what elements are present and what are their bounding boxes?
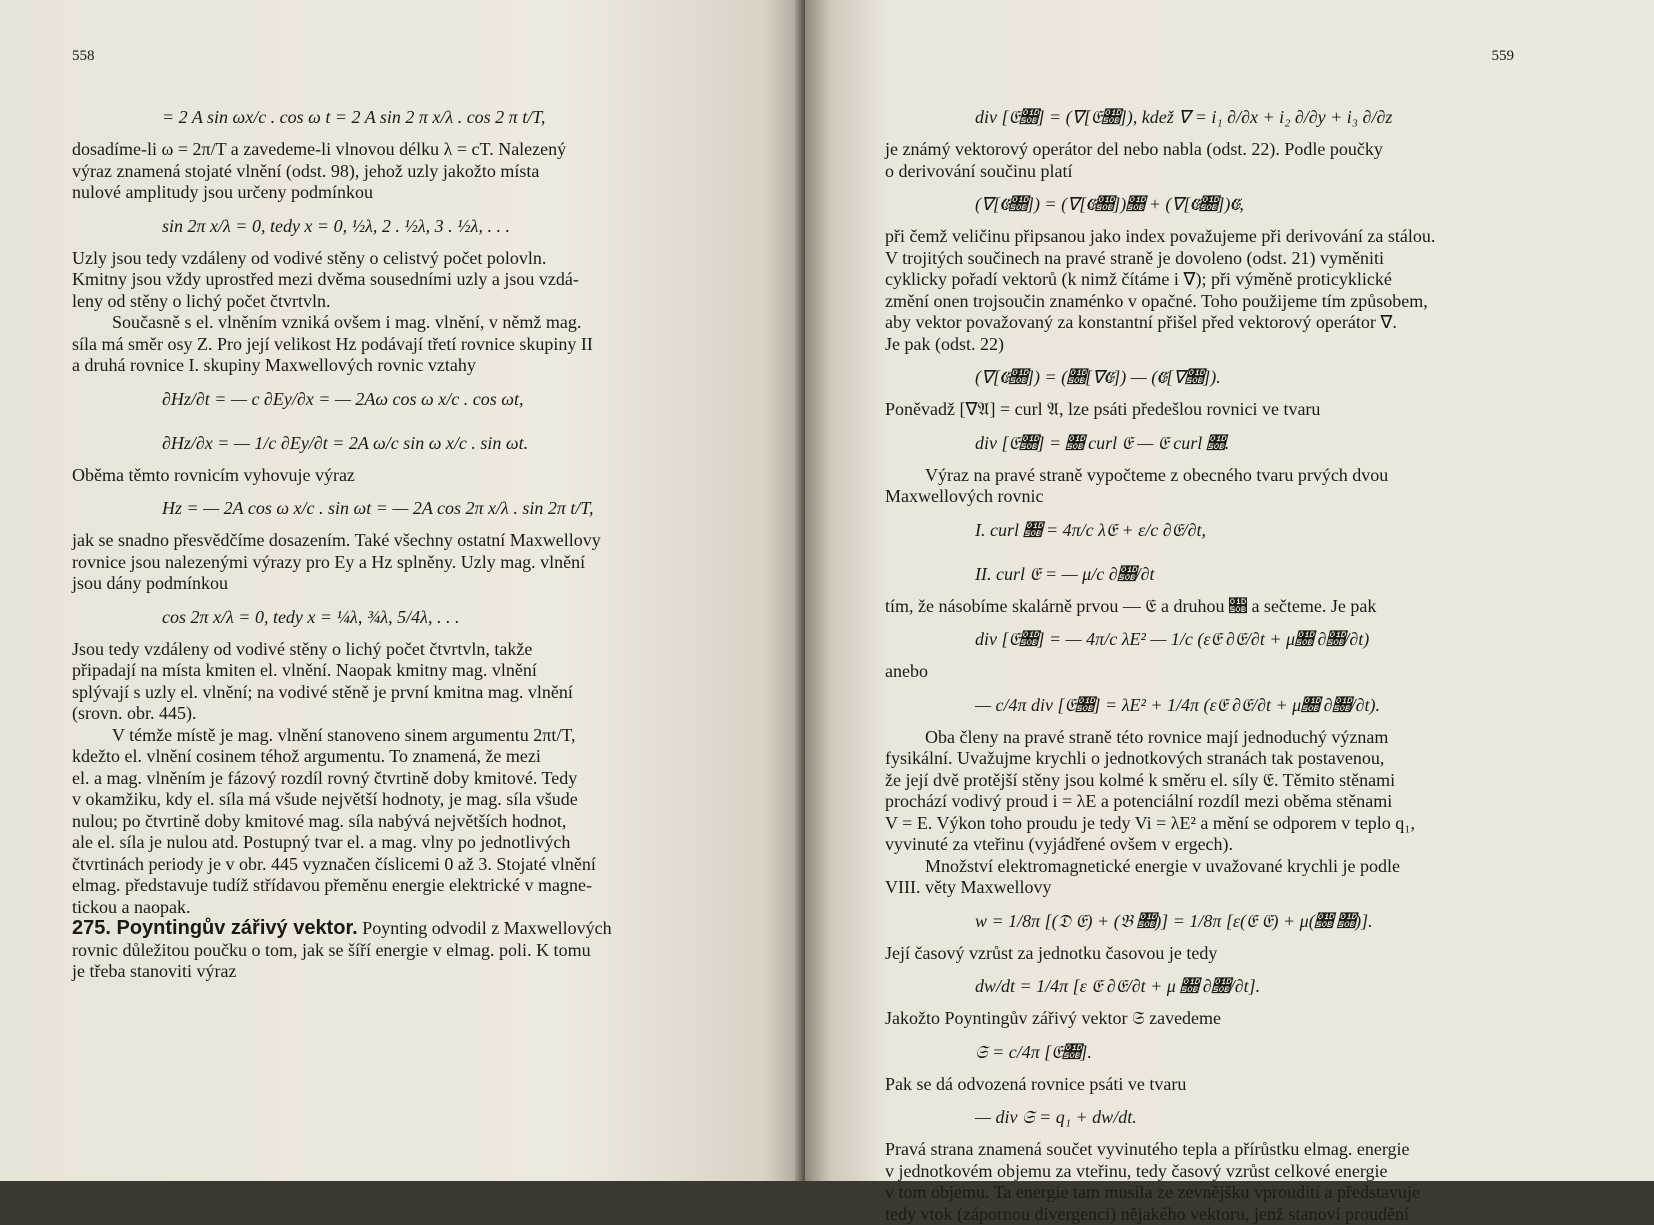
- text-line: při čemž veličinu připsanou jako index považujeme při derivování za stálou.: [885, 226, 1525, 248]
- text-line: V = E. Výkon toho proudu je tedy Vi = λE² a mění se odporem v teplo q₁,: [885, 813, 1525, 835]
- page-number: 559: [1492, 48, 1515, 65]
- text-line: anebo: [885, 661, 1525, 683]
- text-line: nulou; po čtvrtině doby kmitové mag. síla nabývá největších hodnot,: [72, 811, 712, 833]
- equation: dw/dt = 1/4π [ε 𝔈 ∂𝔈/∂t + μ 𝔋 ∂𝔋/∂t].: [885, 964, 1525, 1008]
- equation: sin 2π x/λ = 0, tedy x = 0, ½λ, 2 . ½λ, 3 . ½λ, . . .: [72, 204, 712, 248]
- right-page: [805, 0, 1654, 1181]
- text-line: ale el. síla je nulou atd. Postupný tvar el. a mag. vlny po jednotlivých: [72, 832, 712, 854]
- text-line: tickou a naopak.: [72, 897, 712, 919]
- text-line: cyklicky pořadí vektorů (k nimž čítáme i ∇); při výměně proticyklické: [885, 269, 1525, 291]
- text-line: Pravá strana znamená součet vyvinutého tepla a přírůstku elmag. energie: [885, 1139, 1525, 1161]
- equation: div [𝔈𝔋] = (∇[𝔈𝔋]), kdež ∇ = i₁ ∂/∂x + i₂ ∂/∂y + i₃ ∂/∂z: [885, 95, 1525, 139]
- text-line: Uzly jsou tedy vzdáleny od vodivé stěny o celistvý počet polovln.: [72, 248, 712, 270]
- text-line: Poynting odvodil z Maxwellových: [358, 918, 612, 938]
- text-line: (srovn. obr. 445).: [72, 703, 712, 725]
- equation: — div 𝔖 = q₁ + dw/dt.: [885, 1095, 1525, 1139]
- paragraph-start: V témže místě je mag. vlnění stanoveno sinem argumentu 2πt/T,: [72, 725, 712, 747]
- text-line: rovnice jsou nalezenými výrazy pro Ey a Hz splněny. Uzly mag. vlnění: [72, 552, 712, 574]
- text-line: el. a mag. vlněním je fázový rozdíl rovný čtvrtině doby kmitové. Tedy: [72, 768, 712, 790]
- paragraph-start: Současně s el. vlněním vzniká ovšem i mag. vlnění, v němž mag.: [72, 312, 712, 334]
- text-line: připadají na místa kmiten el. vlnění. Naopak kmitny mag. vlnění: [72, 660, 712, 682]
- text-line: V trojitých součinech na pravé straně je dovoleno (odst. 21) vyměniti: [885, 248, 1525, 270]
- text-line: tedy vtok (zápornou divergenci) nějakého vektoru, jenž stanoví proudění: [885, 1204, 1525, 1225]
- text-column: [885, 95, 1525, 1225]
- text-line: kdežto el. vlnění cosinem téhož argumentu. To znamená, že mezi: [72, 746, 712, 768]
- text-line: Její časový vzrůst za jednotku časovou je tedy: [885, 943, 1525, 965]
- equation: (∇[𝔈𝔋]) = (∇[𝔈𝔋])𝔋 + (∇[𝔈𝔋])𝔈,: [885, 182, 1525, 226]
- text-line: Pak se dá odvozená rovnice psáti ve tvaru: [885, 1074, 1525, 1096]
- text-column: [72, 95, 712, 983]
- text-line: Jsou tedy vzdáleny od vodivé stěny o lichý počet čtvrtvln, takže: [72, 639, 712, 661]
- text-line: o derivování součinu platí: [885, 161, 1525, 183]
- text-line: splývají s uzly el. vlnění; na vodivé stěně je první kmitna mag. vlnění: [72, 682, 712, 704]
- text-line: že její dvě protější stěny jsou kolmé k směru el. síly 𝔈. Těmito stěnami: [885, 770, 1525, 792]
- text-line: Maxwellových rovnic: [885, 486, 1525, 508]
- text-line: vyvinuté za vteřinu (vyjádřené ovšem v ergech).: [885, 834, 1525, 856]
- text-line: čtvrtinách periody je v obr. 445 vyznačen číslicemi 0 až 3. Stojaté vlnění: [72, 854, 712, 876]
- text-line: jsou dány podmínkou: [72, 573, 712, 595]
- text-line: v okamžiku, kdy el. síla má všude největší hodnoty, je mag. síla všude: [72, 789, 712, 811]
- equation: div [𝔈𝔋] = 𝔋 curl 𝔈 — 𝔈 curl 𝔋.: [885, 421, 1525, 465]
- text-line: je třeba stanoviti výraz: [72, 961, 712, 983]
- text-line: Kmitny jsou vždy uprostřed mezi dvěma sousedními uzly a jsou vzdá-: [72, 269, 712, 291]
- equation: 𝔖 = c/4π [𝔈𝔋].: [885, 1030, 1525, 1074]
- text-line: výraz znamená stojaté vlnění (odst. 98), jehož uzly jakožto místa: [72, 161, 712, 183]
- text-line: je známý vektorový operátor del nebo nabla (odst. 22). Podle poučky: [885, 139, 1525, 161]
- text-line: síla má směr osy Z. Pro její velikost Hz podávají třetí rovnice skupiny II: [72, 334, 712, 356]
- section-heading: 275. Poyntingův zářivý vektor.: [72, 917, 358, 939]
- text-line: prochází vodivý proud i = λE a potenciální rozdíl mezi oběma stěnami: [885, 791, 1525, 813]
- equation: I. curl 𝔋 = 4π/c λ𝔈 + ε/c ∂𝔈/∂t,: [885, 508, 1525, 552]
- text-line: a druhá rovnice I. skupiny Maxwellových rovnic vztahy: [72, 355, 712, 377]
- page-number: 558: [72, 48, 95, 65]
- equation: w = 1/8π [(𝔇 𝔈) + (𝔅 𝔋)] = 1/8π [ε(𝔈 𝔈) + μ(𝔋 𝔋)].: [885, 899, 1525, 943]
- paragraph-start: Množství elektromagnetické energie v uvažované krychli je podle: [885, 856, 1525, 878]
- text-line: leny od stěny o lichý počet čtvrtvln.: [72, 291, 712, 313]
- text-line: v tom objemu. Ta energie tam musila ze zevnějšku vproudití a představuje: [885, 1182, 1525, 1204]
- text-line: VIII. věty Maxwellovy: [885, 877, 1525, 899]
- equation: ∂Hz/∂t = — c ∂Ey/∂x = — 2Aω cos ω x/c . cos ωt,: [72, 377, 712, 421]
- text-line: aby vektor považovaný za konstantní přišel před vektorový operátor ∇.: [885, 312, 1525, 334]
- text-line: elmag. představuje tudíž střídavou přeměnu energie elektrické v magne-: [72, 875, 712, 897]
- equation: — c/4π div [𝔈𝔋] = λE² + 1/4π (ε𝔈 ∂𝔈/∂t + μ𝔋 ∂𝔋/∂t).: [885, 683, 1525, 727]
- equation: ∂Hz/∂x = — 1/c ∂Ey/∂t = 2A ω/c sin ω x/c . sin ωt.: [72, 421, 712, 465]
- equation: II. curl 𝔈 = — μ/c ∂𝔋/∂t: [885, 552, 1525, 596]
- paragraph-start: Oba členy na pravé straně této rovnice mají jednoduchý význam: [885, 727, 1525, 749]
- equation: = 2 A sin ωx/c . cos ω t = 2 A sin 2 π x/λ . cos 2 π t/T,: [72, 95, 712, 139]
- paragraph-start: Výraz na pravé straně vypočteme z obecného tvaru prvých dvou: [885, 465, 1525, 487]
- text-line: rovnic důležitou poučku o tom, jak se šíří energie v elmag. poli. K tomu: [72, 940, 712, 962]
- equation: Hz = — 2A cos ω x/c . sin ωt = — 2A cos 2π x/λ . sin 2π t/T,: [72, 486, 712, 530]
- equation: cos 2π x/λ = 0, tedy x = ¼λ, ¾λ, 5/4λ, . . .: [72, 595, 712, 639]
- text-line: nulové amplitudy jsou určeny podmínkou: [72, 182, 712, 204]
- text-line: Oběma těmto rovnicím vyhovuje výraz: [72, 465, 712, 487]
- text-line: dosadíme-li ω = 2π/T a zavedeme-li vlnovou délku λ = cT. Nalezený: [72, 139, 712, 161]
- text-line: Poněvadž [∇𝔄] = curl 𝔄, lze psáti předešlou rovnici ve tvaru: [885, 399, 1525, 421]
- text-line: tím, že násobíme skalárně prvou — 𝔈 a druhou 𝔋 a sečteme. Je pak: [885, 596, 1525, 618]
- text-line: Jakožto Poyntingův zářivý vektor 𝔖 zavedeme: [885, 1008, 1525, 1030]
- text-line: jak se snadno přesvědčíme dosazením. Také všechny ostatní Maxwellovy: [72, 530, 712, 552]
- equation: (∇[𝔈𝔋]) = (𝔋[∇𝔈]) — (𝔈[∇𝔋]).: [885, 355, 1525, 399]
- text-line: Je pak (odst. 22): [885, 334, 1525, 356]
- text-line: změní onen trojsoučin znaménko v opačné. Toho použijeme tím způsobem,: [885, 291, 1525, 313]
- text-line: fysikální. Uvažujme krychli o jednotkových stranách tak postavenou,: [885, 748, 1525, 770]
- section-heading-line: [72, 918, 712, 940]
- equation: div [𝔈𝔋] = — 4π/c λE² — 1/c (ε𝔈 ∂𝔈/∂t + μ𝔋 ∂𝔋/∂t): [885, 617, 1525, 661]
- text-line: v jednotkovém objemu za vteřinu, tedy časový vzrůst celkové energie: [885, 1161, 1525, 1183]
- left-page: [0, 0, 805, 1181]
